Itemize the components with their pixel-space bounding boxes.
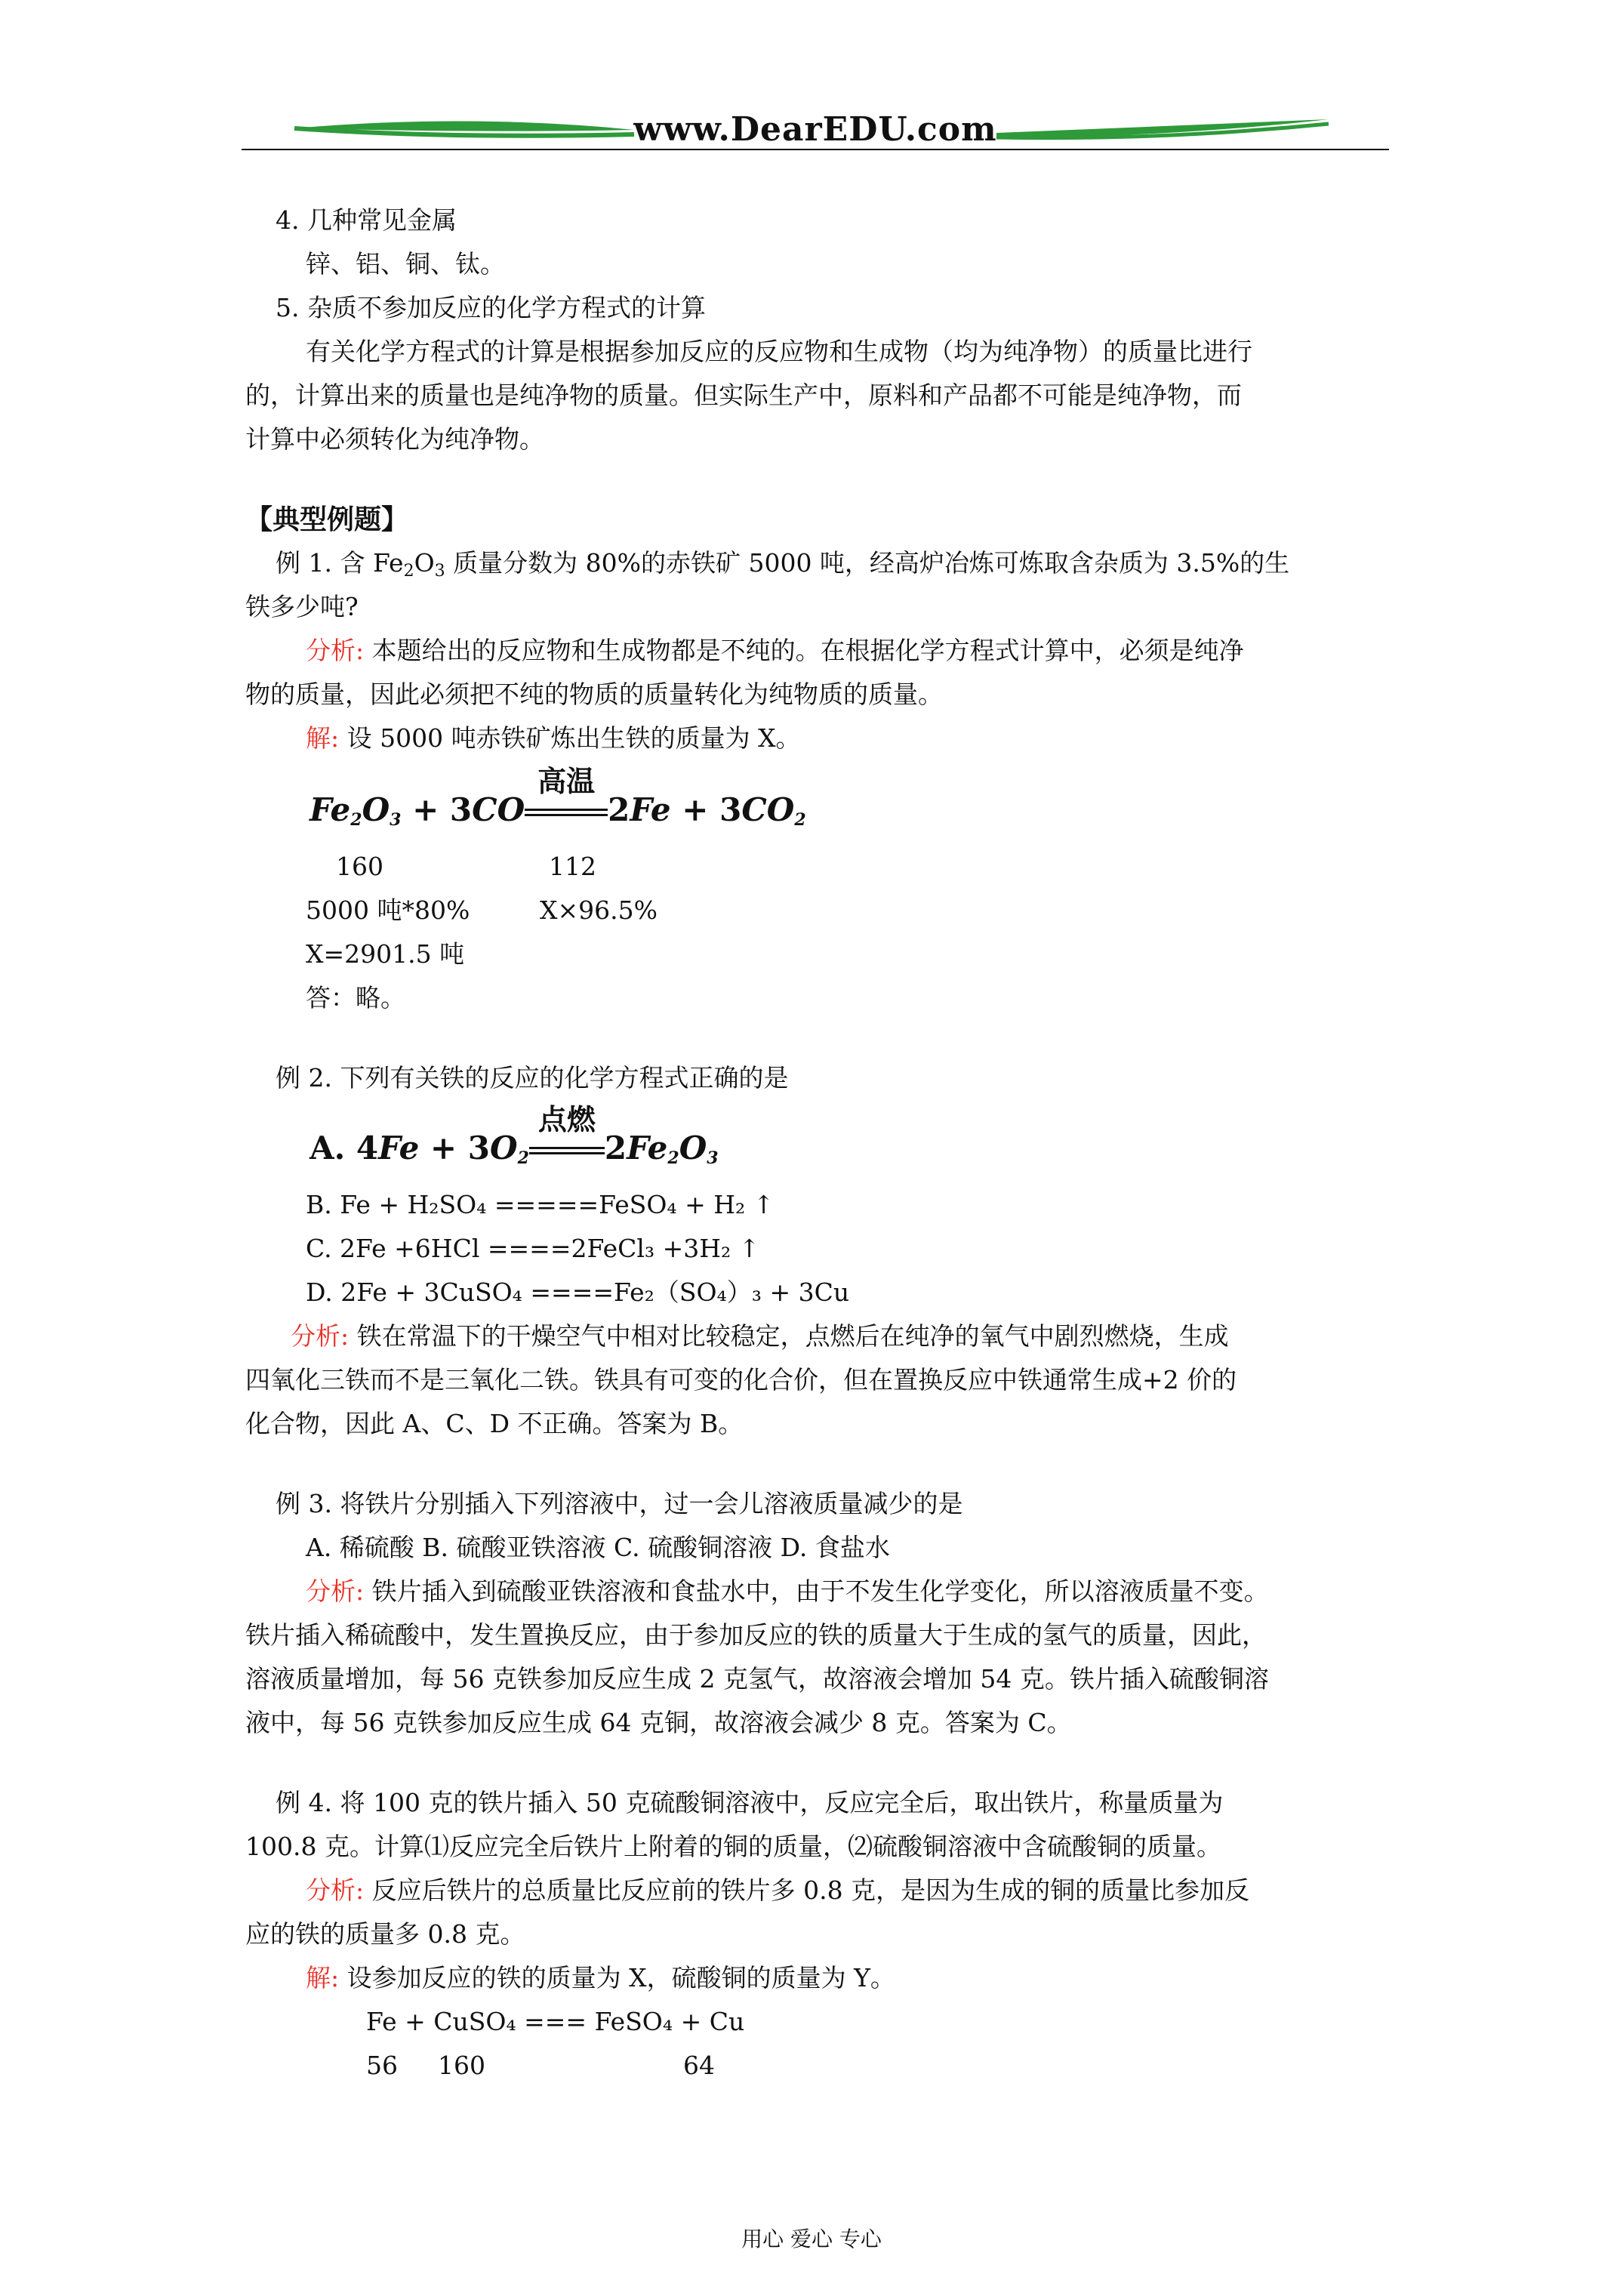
ex1-solve: 解: 设 5000 吨赤铁矿炼出生铁的质量为 X。 <box>306 723 801 753</box>
ex4-question-line2: 100.8 克。计算⑴反应完全后铁片上附着的铜的质量，⑵硫酸铜溶液中含硫酸铜的质量。 <box>245 1832 1221 1861</box>
ex3-analysis-line2: 铁片插入稀硫酸中，发生置换反应，由于参加反应的铁的质量大于生成的氢气的质量，因此， <box>245 1620 1267 1650</box>
ex2-analysis-line3: 化合物，因此 A、C、D 不正确。答案为 B。 <box>245 1409 744 1438</box>
ex1-mass-fe2o3: 160 <box>336 852 383 881</box>
ex1-answer: 答：略。 <box>306 983 405 1012</box>
ex4-analysis-line2: 应的铁的质量多 0.8 克。 <box>245 1919 525 1949</box>
ex4-analysis-line1: 分析: 反应后铁片的总质量比反应前的铁片多 0.8 克，是因为生成的铜的质量比参加反 <box>306 1875 1250 1905</box>
ex4-equation: Fe + CuSO₄ === FeSO₄ + Cu <box>366 2007 745 2036</box>
ex4-question-line1: 例 4. 将 100 克的铁片插入 50 克硫酸铜溶液中，反应完全后，取出铁片，称量质量为 <box>276 1788 1224 1817</box>
ex4-mass-fe: 56 <box>366 2051 398 2080</box>
ex3-question: 例 3. 将铁片分别插入下列溶液中，过一会儿溶液质量减少的是 <box>276 1489 963 1518</box>
ex1-analysis-line2: 物的质量，因此必须把不纯的物质的质量转化为纯物质的质量。 <box>245 680 943 709</box>
ex2-analysis-line2: 四氧化三铁而不是三氧化二铁。铁具有可变的化合价，但在置换反应中铁通常生成+2 价的 <box>245 1365 1237 1395</box>
ex1-equation: $Fe_2O_3 + 3CO$ 高温 $2Fe + 3CO_2$ <box>310 765 806 830</box>
ex1-mass-fe: 112 <box>549 852 596 881</box>
section4-body: 锌、铝、铜、钛。 <box>306 249 505 279</box>
ex2-question: 例 2. 下列有关铁的反应的化学方程式正确的是 <box>276 1063 789 1093</box>
ex1-result: X=2901.5 吨 <box>306 939 465 969</box>
ex1-value-left: 5000 吨*80% <box>306 895 470 925</box>
ex2-analysis-line1: 分析: 铁在常温下的干燥空气中相对比较稳定，点燃后在纯净的氧气中剧烈燃烧，生成 <box>291 1321 1229 1351</box>
ex2-option-b: B. Fe + H₂SO₄ =====FeSO₄ + H₂ ↑ <box>306 1190 775 1219</box>
examples-heading: 【典型例题】 <box>245 504 409 535</box>
ex2-option-c: C. 2Fe +6HCl ====2FeCl₃ +3H₂ ↑ <box>306 1234 760 1263</box>
ex1-analysis-line1: 分析: 本题给出的反应物和生成物都是不纯的。在根据化学方程式计算中，必须是纯净 <box>306 636 1244 665</box>
section4-title: 4. 几种常见金属 <box>276 205 457 235</box>
ex1-question-line1: 例 1. 含 $Fe_2O_3$ 质量分数为 80%的赤铁矿 5000 吨，经高炉冶炼可炼取含杂质为 3.5%的生 <box>276 548 1290 581</box>
ex4-solve: 解: 设参加反应的铁的质量为 X，硫酸铜的质量为 Y。 <box>306 1963 895 1992</box>
page-footer: 用心 爱心 专心 <box>741 2227 882 2251</box>
header-divider <box>242 149 1389 150</box>
ex3-analysis-line4: 液中，每 56 克铁参加反应生成 64 克铜，故溶液会减少 8 克。答案为 C。 <box>245 1708 1072 1737</box>
ex4-mass-cuso4: 160 <box>438 2051 485 2080</box>
section5-p3: 计算中必须转化为纯净物。 <box>245 424 544 454</box>
ex2-reaction-condition: 点燃 <box>529 1130 605 1166</box>
ex4-mass-cu: 64 <box>683 2051 715 2080</box>
ex1-question-line2: 铁多少吨? <box>245 592 359 621</box>
ex3-analysis-line3: 溶液质量增加，每 56 克铁参加反应生成 2 克氢气，故溶液会增加 54 克。铁片插入硫酸铜溶 <box>245 1664 1269 1693</box>
ex2-option-a: A. $4Fe + 3O_2$ 点燃 $2Fe_2O_3$ <box>310 1103 719 1168</box>
ex1-value-right: X×96.5% <box>540 895 658 925</box>
section5-title: 5. 杂质不参加反应的化学方程式的计算 <box>276 293 706 322</box>
section5-p2: 的，计算出来的质量也是纯净物的质量。但实际生产中，原料和产品都不可能是纯净物，而 <box>245 381 1242 410</box>
site-banner <box>242 106 1389 159</box>
ex2-option-d: D. 2Fe + 3CuSO₄ ====Fe₂（SO₄）₃ + 3Cu <box>306 1277 850 1307</box>
ex3-options: A. 稀硫酸 B. 硫酸亚铁溶液 C. 硫酸铜溶液 D. 食盐水 <box>306 1533 890 1562</box>
ex1-reaction-condition: 高温 <box>525 791 608 828</box>
site-name: www.DearEDU.com <box>633 110 997 149</box>
section5-p1: 有关化学方程式的计算是根据参加反应的反应物和生成物（均为纯净物）的质量比进行 <box>306 337 1252 366</box>
ex3-analysis-line1: 分析: 铁片插入到硫酸亚铁溶液和食盐水中，由于不发生化学变化，所以溶液质量不变。 <box>306 1576 1269 1606</box>
